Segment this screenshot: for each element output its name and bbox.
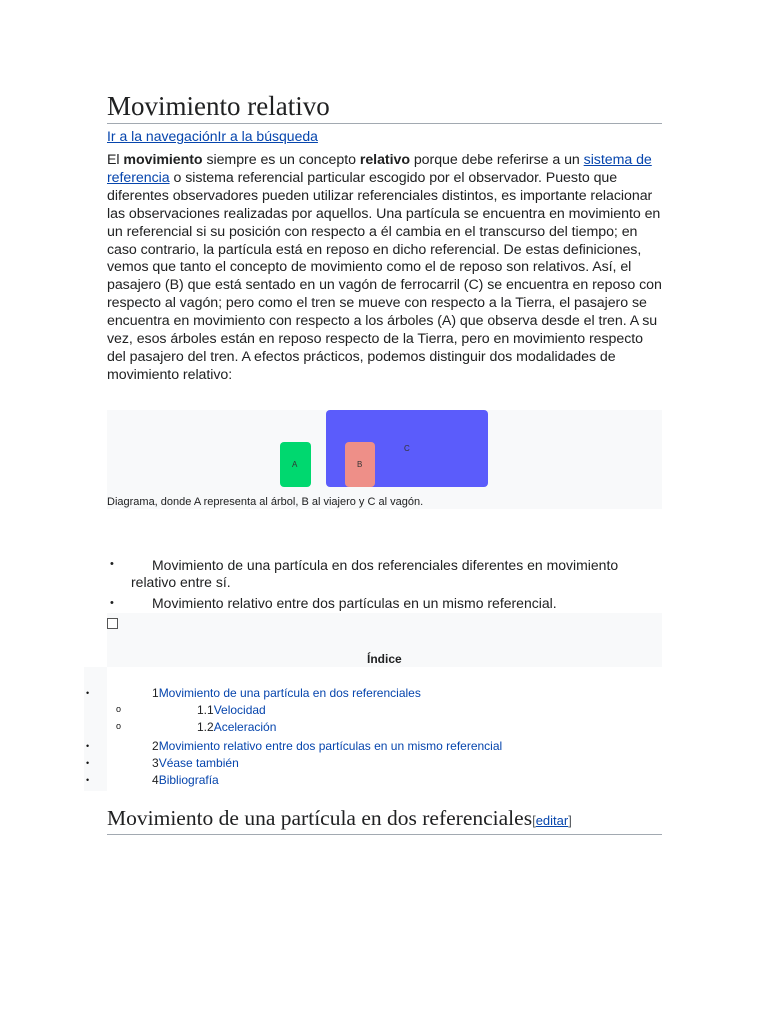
label-c: C: [404, 444, 410, 453]
toc-link[interactable]: Bibliografía: [158, 773, 219, 787]
intro-text: El: [107, 152, 124, 168]
toc-link[interactable]: Movimiento de una partícula en dos referenciales: [158, 686, 421, 700]
toc-link[interactable]: Véase también: [158, 756, 239, 770]
list-item-continuation: relativo entre sí.: [131, 574, 231, 590]
toc-sub-bullet: o: [116, 704, 122, 714]
toc-item[interactable]: 2Movimiento relativo entre dos partículas en un mismo referencial: [152, 739, 503, 753]
toc-bullet: •: [86, 775, 90, 785]
page-title: Movimiento relativo: [107, 89, 662, 124]
intro-text: porque debe referirse a un: [409, 152, 584, 168]
table-of-contents: [107, 613, 662, 667]
toc-sub-bullet: o: [116, 721, 122, 731]
label-a: A: [292, 460, 298, 469]
toc-background: [84, 667, 107, 791]
intro-text: siempre es un concepto: [202, 152, 360, 168]
intro-text: o sistema referencial particular escogido por el observador. Puesto que diferentes observadores pueden utilizar referenciales distintos, es importante relacionar las observaciones realizadas por aquellos. Una partícula se encuentra en movimiento en un referencial si su posición con respecto a él cambia en el transcurso del tiempo; en caso contrario, la partícula está en reposo en dicho referencial. De estas definiciones, vemos que tanto el concepto de movimiento como el de reposo son relativos. Así, el pasajero (B) que está sentado en un vagón de ferrocarril (C) se encuentra en reposo con respecto al vagón; pero como el tren se mueve con respecto a la Tierra, el pasajero se encuentra en movimiento con respecto a los árboles (A) que observa desde el tren. A su vez, esos árboles están en reposo respecto de la Tierra, pero en movimiento respecto del pasajero del tren. A efectos prácticos, podemos distinguir dos modalidades de movimiento relativo:: [107, 169, 662, 383]
toc-link[interactable]: Aceleración: [213, 720, 277, 734]
toc-link[interactable]: Velocidad: [213, 703, 266, 717]
jump-to-search-link[interactable]: Ir a la búsqueda: [217, 128, 318, 144]
list-item: Movimiento de una partícula en dos referenciales diferentes en movimiento: [152, 557, 619, 573]
reference-system-link[interactable]: sistema de referencia: [107, 152, 652, 186]
toc-item[interactable]: 3Véase también: [152, 756, 239, 770]
list-item: Movimiento relativo entre dos partículas en un mismo referencial.: [152, 595, 557, 611]
toc-bullet: •: [86, 688, 90, 698]
edit-section-link[interactable]: editar: [535, 813, 569, 828]
intro-bold-term: movimiento: [123, 152, 203, 168]
bullet-marker: •: [110, 597, 114, 609]
edit-section: [editar]: [532, 813, 572, 828]
intro-paragraph: [107, 152, 665, 385]
section-heading: [107, 805, 662, 835]
toc-item[interactable]: 1Movimiento de una partícula en dos referenciales: [152, 686, 421, 700]
bullet-marker: •: [110, 558, 114, 570]
toc-link[interactable]: Movimiento relativo entre dos partículas en un mismo referencial: [158, 739, 503, 753]
toc-item[interactable]: 1.1Velocidad: [197, 703, 266, 717]
toc-title: Índice: [367, 652, 402, 666]
jump-links: [107, 127, 318, 145]
toc-bullet: •: [86, 741, 90, 751]
toc-toggle-checkbox[interactable]: [107, 618, 118, 629]
section-heading-text: Movimiento de una partícula en dos referenciales: [107, 806, 533, 830]
toc-item[interactable]: 4Bibliografía: [152, 773, 219, 787]
toc-bullet: •: [86, 758, 90, 768]
jump-to-navigation-link[interactable]: Ir a la navegación: [107, 128, 218, 144]
diagram-caption: Diagrama, donde A representa al árbol, B al viajero y C al vagón.: [107, 496, 424, 508]
label-b: B: [357, 460, 363, 469]
traveler-box-b: [345, 442, 375, 487]
tree-box-a: [280, 442, 311, 487]
toc-item[interactable]: 1.2Aceleración: [197, 720, 277, 734]
intro-bold-term: relativo: [359, 152, 410, 168]
diagram-figure: [107, 410, 662, 509]
